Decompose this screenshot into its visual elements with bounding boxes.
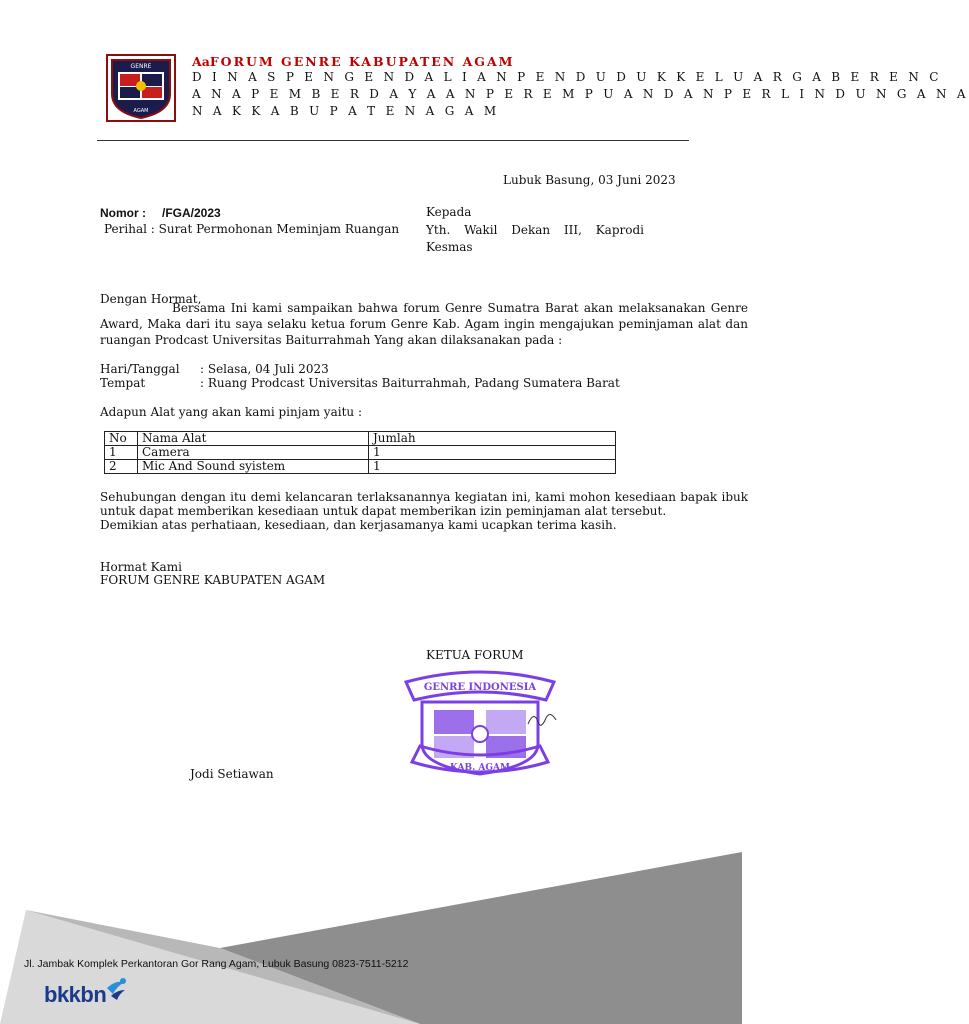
svg-text:KAB. AGAM: KAB. AGAM xyxy=(450,763,510,773)
header-divider xyxy=(97,140,689,141)
closing-salutation: Hormat Kami xyxy=(100,560,182,574)
header-title xyxy=(192,54,515,69)
svg-text:GENRE INDONESIA: GENRE INDONESIA xyxy=(423,682,537,693)
table-cell-qty: 1 xyxy=(369,460,616,474)
header-agency-line-2: A N A P E M B E R D A Y A A N P E R E M P U A N D A N P E R L I N D U N G A N A xyxy=(192,87,969,101)
greeting: Dengan Hormat, xyxy=(100,292,202,306)
table-row xyxy=(105,460,616,474)
genre-agam-logo xyxy=(106,54,176,122)
header-agency-line-3: N A K K A B U P A T E N A G A M xyxy=(192,104,500,118)
nomor-label: Nomor : xyxy=(100,206,146,220)
header-title-prefix: Aa xyxy=(192,54,210,69)
nomor-value: /FGA/2023 xyxy=(162,206,221,220)
table-cell-qty: 1 xyxy=(369,446,616,460)
event-date-row xyxy=(100,362,329,376)
signatory-title: KETUA FORUM xyxy=(426,648,524,662)
event-place-row xyxy=(100,376,620,390)
letter-subject xyxy=(104,222,399,236)
equipment-intro: Adapun Alat yang akan kami pinjam yaitu : xyxy=(100,405,362,419)
body-paragraph-3: Demikian atas perhatiaan, kesediaan, dan kerjasamanya kami ucapkan terima kasih. xyxy=(100,518,617,532)
table-cell-no: 2 xyxy=(105,460,138,474)
svg-text:GENRE: GENRE xyxy=(130,63,152,70)
body-paragraph-1: Bersama Ini kami sampaikan bahwa forum Genre Sumatra Barat akan melaksanakan Genre Award, Maka dari itu saya selaku ketua forum Genre Kab. Agam ingin mengajukan peminjaman alat dan ruangan Prodcast Universitas Baiturrahmah Yang akan dilaksanakan pada : xyxy=(100,301,748,347)
table-header-name: Nama Alat xyxy=(138,432,369,446)
table-header-qty: Jumlah xyxy=(369,432,616,446)
body-paragraph-2: Sehubungan dengan itu demi kelancaran terlaksanannya kegiatan ini, kami mohon kesediaan bapak ibuk untuk dapat memberikan kesediaan untuk dapat memberikan izin peminjaman alat tersebut. xyxy=(100,490,748,518)
official-stamp xyxy=(400,666,560,782)
perihal-value: Surat Permohonan Meminjam Ruangan xyxy=(158,222,400,236)
organization-name: FORUM GENRE KABUPATEN AGAM xyxy=(100,573,326,587)
recipient-label: Kepada xyxy=(426,205,472,219)
footer-address: Jl. Jambak Komplek Perkantoran Gor Rang Agam, Lubuk Basung 0823-7511-5212 xyxy=(24,958,409,970)
event-date-label: Hari/Tanggal xyxy=(100,362,180,376)
bkkbn-logo-text: bkkbn xyxy=(44,982,107,1007)
event-date-value: : Selasa, 04 Juli 2023 xyxy=(200,362,329,376)
perihal-label: Perihal : xyxy=(104,222,155,236)
table-cell-name: Camera xyxy=(138,446,369,460)
svg-text:AGAM: AGAM xyxy=(133,108,149,114)
table-header-no: No xyxy=(105,432,138,446)
table-row xyxy=(105,446,616,460)
event-place-value: : Ruang Prodcast Universitas Baiturrahmah, Padang Sumatera Barat xyxy=(200,376,620,390)
event-place-label: Tempat xyxy=(100,376,146,390)
signer-name: Jodi Setiawan xyxy=(190,767,274,781)
table-cell-name: Mic And Sound syistem xyxy=(138,460,369,474)
letter-number xyxy=(100,206,221,220)
bkkbn-mark-icon xyxy=(103,976,129,1002)
recipient-name: Yth. Wakil Dekan III, Kaprodi Kesmas xyxy=(426,223,644,254)
header-title-text: FORUM GENRE KABUPATEN AGAM xyxy=(209,54,515,69)
equipment-table xyxy=(104,431,616,474)
header-agency-line-1: D I N A S P E N G E N D A L I A N P E N D U D U K K E L U A R G A B E R E N C xyxy=(192,70,942,84)
letter-date: Lubuk Basung, 03 Juni 2023 xyxy=(503,173,676,187)
table-cell-no: 1 xyxy=(105,446,138,460)
table-header-row xyxy=(105,432,616,446)
